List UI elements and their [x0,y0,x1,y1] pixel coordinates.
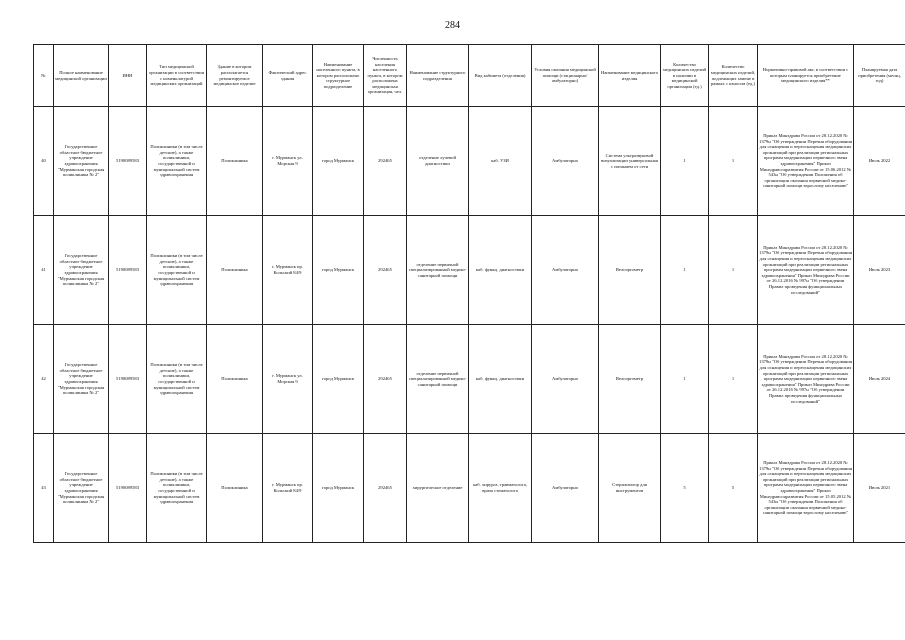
qty-have: 5 [661,434,709,543]
address: г. Мурманск пр. Кольский 84/9 [263,216,313,325]
org-name: Государственное областное бюджетное учреждение здравоохранения "Мурманская городская поликлиника № 2" [54,434,109,543]
subdivision: хирургическое отделение [407,434,469,543]
conditions: Амбулаторно [532,216,599,325]
org-type: Поликлиники (в том числе детские), а также поликлиники, государственной и муниципальной систем здравоохранения [147,216,207,325]
address: г. Мурманск ул. Морская 9 [263,325,313,434]
cabinet: каб. функц. диагностики [469,216,532,325]
device-name: Велоэргометр [599,325,661,434]
table-row [34,107,905,216]
device-name: Система ультразвуковой визуализации универсальная с питанием от сети [599,107,661,216]
locality: город Мурманск [313,216,364,325]
header-cell: № [34,45,54,107]
regulation: Приказ Минздрава России от 28.12.2020 № 1379н "Об утверждении Перечня оборудования для оснащения и переоснащения медицинских организаций при реализации региональных программ модернизации первичного звена здравоохранения" Приказ Минздравсоцразвития России от 15.06.2012 № 543н "Об утверждении Положения об организации оказания первичной медико-санитарной помощи взрослому населению" [758,107,854,216]
inn: 5190089583 [109,107,147,216]
header-cell: Тип медицинской организации в соответствии с номенклатурой медицинских организаций [147,45,207,107]
org-type: Поликлиники (в том числе детские), а также поликлиники, государственной и муниципальной систем здравоохранения [147,107,207,216]
header-cell: Полное наименование медицинской организации [54,45,109,107]
building: Поликлиника [207,107,263,216]
cabinet: каб. хирурга, травматолога, врача стоматолога [469,434,532,543]
header-cell: Численность населения населенного пункта, в котором расположена медицинская организация, чел. [364,45,407,107]
qty-have: 1 [661,325,709,434]
cabinet: каб. УЗИ [469,107,532,216]
planned-date: Июль 2024 [854,325,905,434]
header-cell: Количество медицинских изделий, подлежащих замене в рамках с износом (ед.) [709,45,758,107]
page-number: 284 [445,20,460,31]
row-number: 41 [34,216,54,325]
conditions: Амбулаторно [532,107,599,216]
header-cell: Наименование медицинского изделия [599,45,661,107]
table-row [34,325,905,434]
regulation: Приказ Минздрава России от 28.12.2020 № 1379н "Об утверждении Перечня оборудования для оснащения и переоснащения медицинских организаций при реализации региональных программ модернизации первичного звена здравоохранения" Приказ Минздрава России от 26.12.2016 № 997н "Об утверждении Правил проведения функциональных исследований" [758,216,854,325]
subdivision: отделение лучевой диагностики [407,107,469,216]
planned-date: Июль 2021 [854,434,905,543]
header-cell: Планируемая дата приобретения (месяц, год) [854,45,905,107]
org-name: Государственное областное бюджетное учреждение здравоохранения "Мурманская городская поликлиника № 2" [54,107,109,216]
org-name: Государственное областное бюджетное учреждение здравоохранения "Мурманская городская поликлиника № 2" [54,325,109,434]
inn: 5190089583 [109,216,147,325]
locality: город Мурманск [313,107,364,216]
org-type: Поликлиники (в том числе детские), а также поликлиники, государственной и муниципальной систем здравоохранения [147,434,207,543]
qty-replace: 5 [709,434,758,543]
header-cell: Наименование структурного подразделения [407,45,469,107]
population: 292465 [364,434,407,543]
inn: 5190089583 [109,325,147,434]
conditions: Амбулаторно [532,434,599,543]
header-row [34,45,905,107]
qty-replace: 1 [709,216,758,325]
header-cell: ИНН [109,45,147,107]
building: Поликлиника [207,325,263,434]
header-cell: Фактический адрес здания [263,45,313,107]
regulation: Приказ Минздрава России от 28.12.2020 № 1379н "Об утверждении Перечня оборудования для оснащения и переоснащения медицинских организаций при реализации региональных программ модернизации первичного звена здравоохранения" Приказ Минздрава России от 26.12.2016 № 997н "Об утверждении Правил проведения функциональных исследований" [758,325,854,434]
cabinet: каб. функц. диагностики [469,325,532,434]
qty-have: 1 [661,216,709,325]
conditions: Амбулаторно [532,325,599,434]
table-row [34,434,905,543]
table-row [34,216,905,325]
header-cell: Вид кабинета (отделения) [469,45,532,107]
row-number: 40 [34,107,54,216]
locality: город Мурманск [313,325,364,434]
inn: 5190089583 [109,434,147,543]
address: г. Мурманск пр. Кольский 84/9 [263,434,313,543]
row-number: 43 [34,434,54,543]
device-name: Стерилизатор для инструментов [599,434,661,543]
planned-date: Июль 2022 [854,107,905,216]
address: г. Мурманск ул. Морская 9 [263,107,313,216]
header-cell: Наименование населенного пункта, в котором расположено структурное подразделение [313,45,364,107]
population: 292465 [364,216,407,325]
row-number: 42 [34,325,54,434]
qty-have: 1 [661,107,709,216]
subdivision: отделение первичной специализированной медико-санитарной помощи [407,216,469,325]
population: 292465 [364,325,407,434]
header-cell: Количество медицинских изделий в наличии в медицинской организации (ед.) [661,45,709,107]
device-name: Велоэргометр [599,216,661,325]
equipment-table [33,44,905,543]
building: Поликлиника [207,434,263,543]
planned-date: Июль 2023 [854,216,905,325]
subdivision: отделение первичной специализированной медико-санитарной помощи [407,325,469,434]
org-name: Государственное областное бюджетное учреждение здравоохранения "Мурманская городская поликлиника № 2" [54,216,109,325]
qty-replace: 1 [709,107,758,216]
qty-replace: 1 [709,325,758,434]
header-cell: Здание в котором располагается ремонтируемое медицинское изделие [207,45,263,107]
population: 292465 [364,107,407,216]
header-cell: Нормативно-правовой акт, в соответствии с которым планируется приобретение медицинского изделия** [758,45,854,107]
building: Поликлиника [207,216,263,325]
regulation: Приказ Минздрава России от 28.12.2020 № 1379н "Об утверждении Перечня оборудования для оснащения и переоснащения медицинских организаций при реализации региональных программ модернизации первичного звена здравоохранения" Приказ Минздравсоцразвития России от 15.05.2012 № 543н "Об утверждении Положения об организации оказания первичной медико-санитарной помощи взрослому населению" [758,434,854,543]
header-cell: Условия оказания медицинской помощи (стационарно/амбулаторно) [532,45,599,107]
locality: город Мурманск [313,434,364,543]
org-type: Поликлиники (в том числе детские), а также поликлиники, государственной и муниципальной систем здравоохранения [147,325,207,434]
